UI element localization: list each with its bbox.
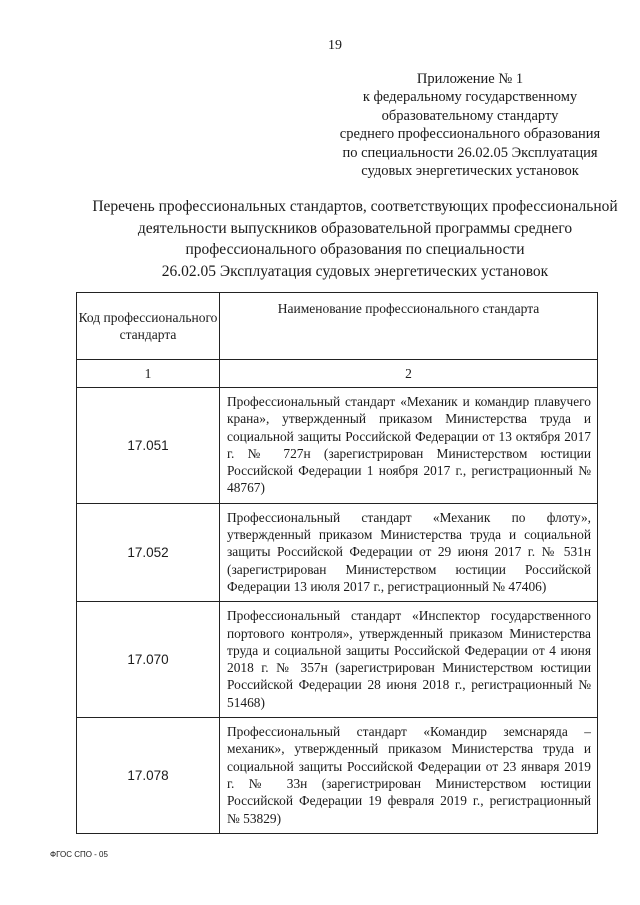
appendix-line: среднего профессионального образования [339,126,601,143]
standard-code: 17.052 [77,503,220,601]
title-line: 26.02.05 Эксплуатация судовых энергетических установок [161,262,549,280]
standard-name: Профессиональный стандарт «Механик и командир плавучего крана», утвержденный приказом Министерства труда и социальной защиты Российской Федерации от 13 октября 2017 г. № 727н (зарегистрирован Министерством юстиции Российской Федерации 1 ноября 2017 г., регистрационный № 48767) [220,388,598,504]
standard-name: Профессиональный стандарт «Механик по флоту», утвержденный приказом Министерства труда и социальной защиты Российской Федерации от 29 июня 2017 г. № 531н (зарегистрирован Министерством юстиции Российской Федерации 13 июля 2017 г., регистрационный № 47406) [220,503,598,601]
standard-code: 17.078 [77,718,220,834]
column-header-name: Наименование профессионального стандарта [220,293,598,360]
column-header-code: Код профессионального стандарта [77,293,220,360]
standard-name: Профессиональный стандарт «Инспектор государственного портового контроля», утвержденный приказом Министерства труда и социальной защиты Российской Федерации от 4 июня 2018 г. № 357н (зарегистрирован Министерством юстиции Российской Федерации 28 июня 2018 г., регистрационный № 51468) [220,602,598,718]
standards-table [76,292,598,834]
table-row [77,718,598,834]
column-number-1: 1 [77,360,220,388]
appendix-line: образовательному стандарту [381,107,559,124]
table-row [77,503,598,601]
appendix-line: к федеральному государственному [362,89,578,106]
table-numbering-row [77,360,598,388]
appendix-header [300,70,640,180]
appendix-line: судовых энергетических установок [361,163,579,180]
title-line: деятельности выпускников образовательной программы среднего [137,219,573,237]
title-line: Перечень профессиональных стандартов, соответствующих профессиональной [92,198,618,215]
standard-name: Профессиональный стандарт «Командир земснаряда – механик», утвержденный приказом Министерства труда и социальной защиты Российской Федерации от 23 января 2019 г. № 33н (зарегистрирован Министерством юстиции Российской Федерации 19 февраля 2019 г., регистрационный № 53829) [220,718,598,834]
column-number-2: 2 [220,360,598,388]
standard-code: 17.051 [77,388,220,504]
table-row [77,602,598,718]
document-title [60,196,640,282]
title-line: профессионального образования по специальности [185,241,525,258]
footer-label: ФГОС СПО - 05 [50,850,108,859]
table-row [77,388,598,504]
appendix-line: Приложение № 1 [416,71,524,87]
page-number: 19 [328,38,342,53]
standard-code: 17.070 [77,602,220,718]
appendix-line: по специальности 26.02.05 Эксплуатация [342,144,598,161]
table-header-row [77,293,598,360]
